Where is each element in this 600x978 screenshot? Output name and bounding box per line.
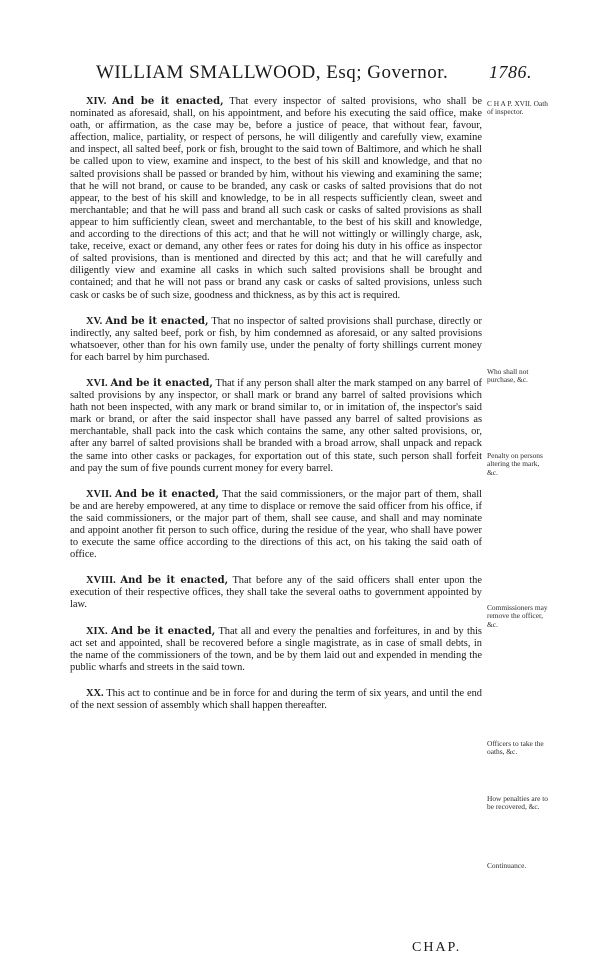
- section-text: That every inspector of salted provisions, who shall be nominated as aforesaid, shall, on his appointment, and before his executing the said office, make oath, or affirmation, as the case may be, before a justice of peace, that without fear, favour, affection, malice, partiality, or respect of persons, he will diligently and carefully view, examine and inspect, all salted beef, pork or fish, brought to the said town of Baltimore, and which he shall be called upon to view, examine and inspect, to the best of his skill and knowledge, and that no salted provisions shall be passed or branded by him, without his viewing and examining the same; that he will not brand, or cause to be branded, any cask or casks of salted provisions that do not appear, to the best of his skill and knowledge, to be in all respects sufficiently clean, sweet and merchantable; and that he will pass and brand all such cask or casks of salted provisions as shall appear to him sufficiently clean, sweet and merchantable, to the best of his skill and knowledge, and according to the directions of this act; and that he will not wittingly or willingly charge, ask, take, receive, exact or demand, any other fees or rates for doing his duty in his office as inspector of salted provisions, than is mentioned and directed by this act; and that he will carefully and diligently view and examine all casks in which such salted provisions shall be brought and contained; and that he will not pass or brand any cask or casks of salted provisions, unless such cask or casks be of such size, goodness and thickness, as by this act is required.: [70, 96, 482, 301]
- margin-note-recovered: How penalties are to be recovered, &c.: [487, 794, 548, 812]
- section-text: This act to continue and be in force for and during the term of six years, and until the end of the next session of assembly which shall happen thereafter.: [70, 687, 482, 712]
- section-number: XX.: [86, 687, 104, 699]
- section-xviii: [70, 575, 482, 611]
- section-text: That all and every the penalties and forfeitures, in and by this act set and appointed, shall be recovered before a single magistrate, as in case of small debts, in the name of the commissioners of the town, and be by them laid out and expended in mending the public wharfs and streets in the said town.: [70, 625, 482, 673]
- section-number: XIX.: [86, 625, 108, 637]
- section-text: That the said commissioners, or the major part of them, shall be and are hereby empowered, at any time to displace or remove the said officer from his office, if the said commissioners, or the major part of them, shall see cause, and shall and may nominate and appoint another fit person to such office, during the residue of the year, who shall have power to execute the same office according to the directions of this act, on his taking the said oath of office.: [70, 488, 482, 561]
- section-number: XVI.: [86, 377, 108, 389]
- section-lead: And be it enacted,: [112, 96, 224, 107]
- section-xiv: [70, 96, 482, 302]
- margin-note-remove: Commissioners may remove the officer, &c.: [487, 603, 548, 629]
- section-text: That before any of the said officers shall enter upon the execution of their respective offices, they shall take the several oaths to government appointed by law.: [70, 575, 482, 611]
- section-xvii: [70, 489, 482, 562]
- margin-note-penalty: Penalty on persons altering the mark, &c.: [487, 451, 543, 477]
- section-number: XVII.: [86, 488, 112, 500]
- section-lead: And be it enacted,: [105, 315, 209, 327]
- section-lead: And be it enacted,: [115, 488, 220, 500]
- margin-note-oaths: Officers to take the oaths, &c.: [487, 739, 544, 757]
- section-lead: And be it enacted,: [110, 377, 213, 389]
- section-xx: [70, 688, 482, 712]
- section-number: XV.: [86, 315, 103, 327]
- margin-note-purchase: Who shall not purchase, &c.: [487, 367, 529, 385]
- margin-note-oath: C H A P. XVII. Oath of inspector.: [487, 99, 548, 117]
- margin-note-continuance: Continuance.: [487, 861, 527, 870]
- section-number: XIV.: [86, 96, 107, 107]
- section-lead: And be it enacted,: [111, 625, 216, 637]
- header-year: 1786.: [489, 62, 532, 82]
- section-xix: [70, 626, 482, 674]
- catchword: CHAP.: [412, 940, 462, 955]
- section-xv: [70, 316, 482, 364]
- section-text: That if any person shall alter the mark stamped on any barrel of salted provisions by any inspector, or shall mark or brand any barrel of salted provisions which hath not been inspected, with any mark or brand similar to, or in imitation of, the inspector's said mark or brand, or after the said inspector shall have passed any barrel of salted provisions as merchantable, shall pack into the cask which contains the same, any other salted provisions, or, after any barrel of salted provisions shall be branded with a broad arrow, shall unpack and repack the same into other casks or packages, for exportation out of this state, such person shall forfeit and pay the sum of five pounds current money for every barrel.: [70, 377, 482, 474]
- header-title: WILLIAM SMALLWOOD, Esq; Governor.: [96, 62, 449, 83]
- section-lead: And be it enacted,: [120, 575, 229, 587]
- body-text: [70, 96, 482, 726]
- section-xvi: [70, 378, 482, 475]
- section-number: XVIII.: [86, 575, 116, 587]
- section-text: That no inspector of salted provisions shall purchase, directly or indirectly, any salted beef, pork or fish, by him condemned as aforesaid, or any salted provisions whatsoever, other than for his own family use, under the penalty of forty shillings current money for each barrel by him purchased.: [70, 315, 482, 363]
